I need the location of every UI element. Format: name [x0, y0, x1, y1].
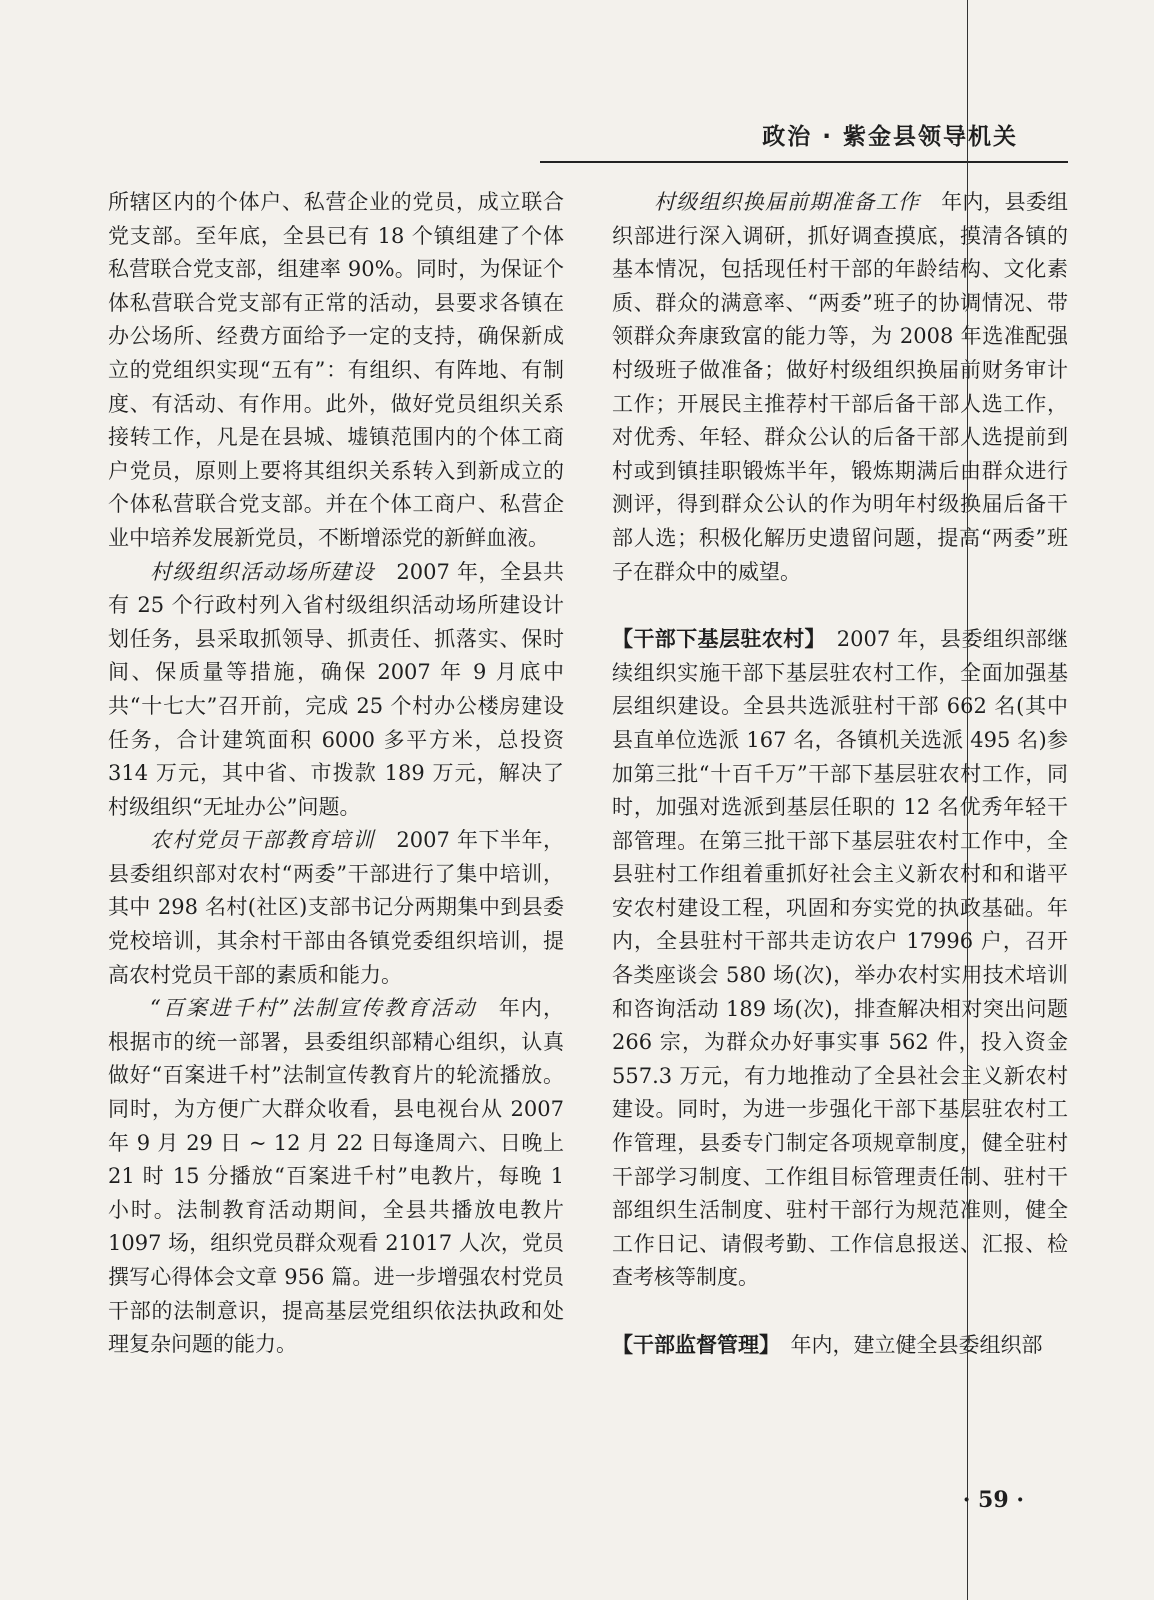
page-number: · 59 · — [962, 1487, 1024, 1513]
subheading: 村级组织换届前期准备工作 — [654, 190, 920, 214]
paragraph: 所辖区内的个体户、私营企业的党员，成立联合党支部。至年底，全县已有 18 个镇组建了个体私营联合党支部，组建率 90%。同时，为保证个体私营联合党支部有正常的活动，县要求各镇在办公场所、经费方面给予一定的支持，确保新成立的党组织实现“五有”：有组织、有阵地、有制度、有活动、有作用。此外，做好党员组织关系接转工作，凡是在县城、墟镇范围内的个体工商户党员，原则上要将其组织关系转入到新成立的个体私营联合党支部。并在个体工商户、私营企业中培养发展新党员，不断增添党的新鲜血液。 — [108, 190, 564, 550]
paragraph: 【干部下基层驻农村】 2007 年，县委组织部继续组织实施干部下基层驻农村工作，全面加强基层组织建设。全县共选派驻村干部 662 名(其中县直单位选派 167 名，各镇机关选派 495 名)参加第三批“十百千万”干部下基层驻农村工作，同时，加强对选派到基层任职的 12 名优秀年轻干部管理。在第三批干部下基层驻农村工作中，全县驻村工作组着重抓好社会主义新农村和和谐平安农村建设工程，巩固和夯实党的执政基础。年内，全县驻村干部共走访农户 17996 户，召开各类座谈会 580 场(次)，举办农村实用技术培训和咨询活动 189 场(次)，排查解决相对突出问题 266 宗，为群众办好事实事 562 件，投入资金 557.3 万元，有力地推动了全县社会主义新农村建设。同时，为进一步强化干部下基层驻农村工作管理，县委专门制定各项规章制度，健全驻村干部学习制度、工作组目标管理责任制、驻村干部组织生活制度、驻村干部行为规范准则，健全工作日记、请假考勤、工作信息报送、汇报、检查考核等制度。 — [612, 627, 1069, 1290]
paragraph: 【干部监督管理】 年内，建立健全县委组织部 — [612, 1333, 1043, 1357]
header-rule — [540, 161, 1068, 163]
section-heading: 【干部监督管理】 — [612, 1333, 770, 1357]
paragraph: 村级组织活动场所建设 2007 年，全县共有 25 个行政村列入省村级组织活动场所建设计划任务，县采取抓领导、抓责任、抓落实、保时间、保质量等措施，确保 2007 年 9 月底中共“十七大”召开前，完成 25 个村办公楼房建设任务，合计建筑面积 6000 多平方米，总投资 314 万元，其中省、市拨款 189 万元，解决了村级组织“无址办公”问题。 — [108, 559, 564, 819]
paragraph: 村级组织换届前期准备工作 年内，县委组织部进行深入调研，抓好调查摸底，摸清各镇的基本情况，包括现任村干部的年龄结构、文化素质、群众的满意率、“两委”班子的协调情况、带领群众奔康致富的能力等，为 2008 年选准配强村级班子做准备；做好村级组织换届前财务审计工作；开展民主推荐村干部后备干部人选工作，对优秀、年轻、群众公认的后备干部人选提前到村或到镇挂职锻炼半年，锻炼期满后由群众进行测评，得到群众公认的作为明年村级换届后备干部人选；积极化解历史遗留问题，提高“两委”班子在群众中的威望。 — [612, 190, 1068, 584]
section-heading: 【干部下基层驻农村】 — [612, 627, 816, 652]
right-column — [612, 186, 1068, 1363]
subheading: “百案进千村”法制宣传教育活动 — [150, 996, 477, 1021]
subheading: 农村党员干部教育培训 — [150, 828, 375, 853]
paragraph: “百案进千村”法制宣传教育活动 年内，根据市的统一部署，县委组织部精心组织，认真做好“百案进千村”法制宣传教育片的轮流播放。同时，为方便广大群众收看，县电视台从 2007 年 9 月 29 日 ~ 12 月 22 日每逢周六、日晚上 21 时 15 分播放“百案进千村”电教片，每晚 1 小时。法制教育活动期间，全县共播放电教片 1097 场，组织党员群众观看 21017 人次，党员撰写心得体会文章 956 篇。进一步增强农村党员干部的法制意识，提高基层党组织依法执政和处理复杂问题的能力。 — [108, 996, 564, 1357]
left-column — [108, 186, 564, 1362]
paragraph: 农村党员干部教育培训 2007 年下半年，县委组织部对农村“两委”干部进行了集中培训，其中 298 名村(社区)支部书记分两期集中到县委党校培训，其余村干部由各镇党委组织培训，提高农村党员干部的素质和能力。 — [108, 828, 564, 987]
running-head: 政治 · 紫金县领导机关 — [762, 124, 1018, 150]
subheading: 村级组织活动场所建设 — [150, 559, 375, 584]
scan-artifact-line — [967, 0, 968, 1600]
